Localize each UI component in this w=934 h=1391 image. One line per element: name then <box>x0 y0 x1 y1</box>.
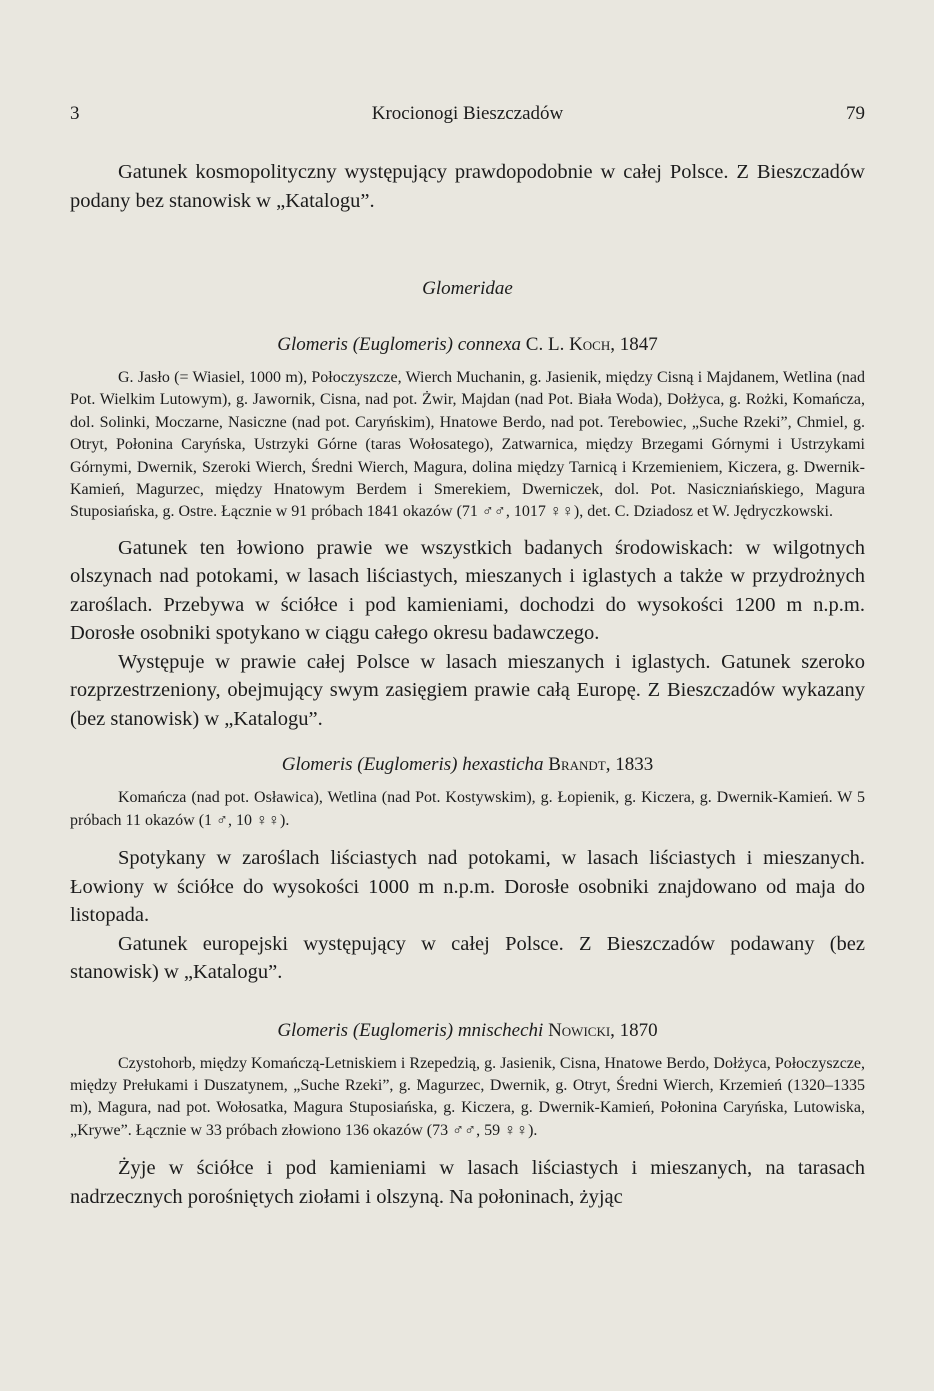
page-number: 79 <box>846 103 865 124</box>
species-note: Występuje w prawie całej Polsce w lasach mieszanych i iglastych. Gatunek szeroko rozprzestrzeniony, obejmujący swym zasięgiem prawie całą Europę. Z Bieszczadów wykazany (bez stanowisk) w „Katalogu”. <box>70 650 865 730</box>
species-epithet: connexa <box>457 334 522 355</box>
running-title: Krocionogi Bieszczadów <box>371 103 564 124</box>
species-author: Brandt, <box>548 754 611 776</box>
species-year: 1847 <box>619 334 658 355</box>
species-epithet: hexasticha <box>462 754 544 776</box>
family-heading: Glomeridae <box>422 278 513 299</box>
species-note: Gatunek europejski występujący w całej Polsce. Z Bieszczadów podawany (bez stanowisk) w „Katalogu”. <box>70 932 865 984</box>
genus-name: Glomeris <box>277 334 348 355</box>
species-year: 1870 <box>619 1019 658 1041</box>
localities-list: Czystohorb, między Komańczą-Letniskiem i Rzepedzią, g. Jasienik, Cisna, Hnatowe Berdo, Dołżyca, Połoczyszcze, między Prełukami i Duszatynem, „Suche Rzeki”, g. Magurzec, Dwernik, g. Otryt, Średni Wierch, Krzemień (1320–1335 m), Magura, nad pot. Wołosatka, Magura Stuposiańska, g. Kiczera, g. Dwernik-Kamień, Połonina Caryńska, Lutowiska, „Krywe”. Łącznie w 33 próbach złowiono 136 okazów (73 ♂♂, 59 ♀♀). <box>70 1054 865 1139</box>
species-note: Gatunek ten łowiono prawie we wszystkich badanych środowiskach: w wilgotnych olszynach nad potokami, w lasach liściastych, mieszanych i iglastych a także w przydrożnych zaroślach. Przebywa w ściółce i pod kamieniami, dochodzi do wysokości 1200 m n.p.m. Dorosłe osobniki spotykano w ciągu całego okresu badawczego. <box>70 536 865 645</box>
localities-list: G. Jasło (= Wiasiel, 1000 m), Połoczyszcze, Wierch Muchanin, g. Jasienik, między Cisną i Majdanem, Wetlina (nad Pot. Wielkim Lutowym), g. Jawornik, Cisna, nad pot. Żwir, Majdan (nad Pot. Biała Woda), Dołżyca, g. Rożki, Komańcza, dol. Solinki, Moczarne, Nasiczne (nad pot. Caryńskim), Hnatowe Berdo, nad pot. Terebowiec, „Suche Rzeki”, Chmiel, g. Otryt, Połonina Caryńska, Ustrzyki Górne (taras Wołosatego), Zatwarnica, między Brzegami Górnymi i Ustrzykami Górnymi, Dwernik, Szeroki Wierch, Średni Wierch, Magura, dolina między Tarnicą i Krzemieniem, Kiczera, g. Dwernik-Kamień, Magurzec, między Hnatowym Berdem i Smerekiem, Dwerniczek, dol. Pot. Nasiczniańskiego, Magura Stuposiańska, g. Ostre. Łącznie w 91 próbach 1841 okazów (71 ♂♂, 1017 ♀♀), det. C. Dziadosz et W. Jędryczkowski. <box>70 369 865 521</box>
page-content <box>70 158 865 1211</box>
species-author: Nowicki, <box>548 1019 615 1041</box>
chapter-number: 3 <box>70 103 80 124</box>
running-header <box>70 103 865 129</box>
species-note: Spotykany w zaroślach liściastych nad potokami, w lasach liściastych i mieszanych. Łowiony w ściółce do wysokości 1000 m n.p.m. Dorosłe osobniki znajdowano od maja do listopada. <box>70 847 865 927</box>
intro-paragraph: Gatunek kosmopolityczny występujący prawdopodobnie w całej Polsce. Z Bieszczadów podany bez stanowisk w „Katalogu”. <box>70 161 865 212</box>
species-heading <box>70 753 865 777</box>
subgenus-name: (Euglomeris) <box>352 1019 454 1041</box>
localities-list: Komańcza (nad pot. Osławica), Wetlina (nad Pot. Kostywskim), g. Łopienik, g. Kiczera, g. Dwernik-Kamień. W 5 próbach 11 okazów (1 ♂, 10 ♀♀). <box>70 789 865 829</box>
species-year: 1833 <box>615 754 654 776</box>
subgenus-name: (Euglomeris) <box>357 754 458 776</box>
species-epithet: mnischechi <box>457 1019 544 1041</box>
species-heading <box>70 333 865 357</box>
species-note: Żyje w ściółce i pod kamieniami w lasach liściastych i mieszanych, na tarasach nadrzecznych porośniętych ziołami i olszyną. Na połoninach, żyjąc <box>70 1157 865 1208</box>
genus-name: Glomeris <box>281 754 353 776</box>
genus-name: Glomeris <box>277 1019 349 1041</box>
species-author: C. L. Koch, <box>525 334 615 355</box>
species-heading <box>70 1019 865 1043</box>
subgenus-name: (Euglomeris) <box>352 334 453 355</box>
